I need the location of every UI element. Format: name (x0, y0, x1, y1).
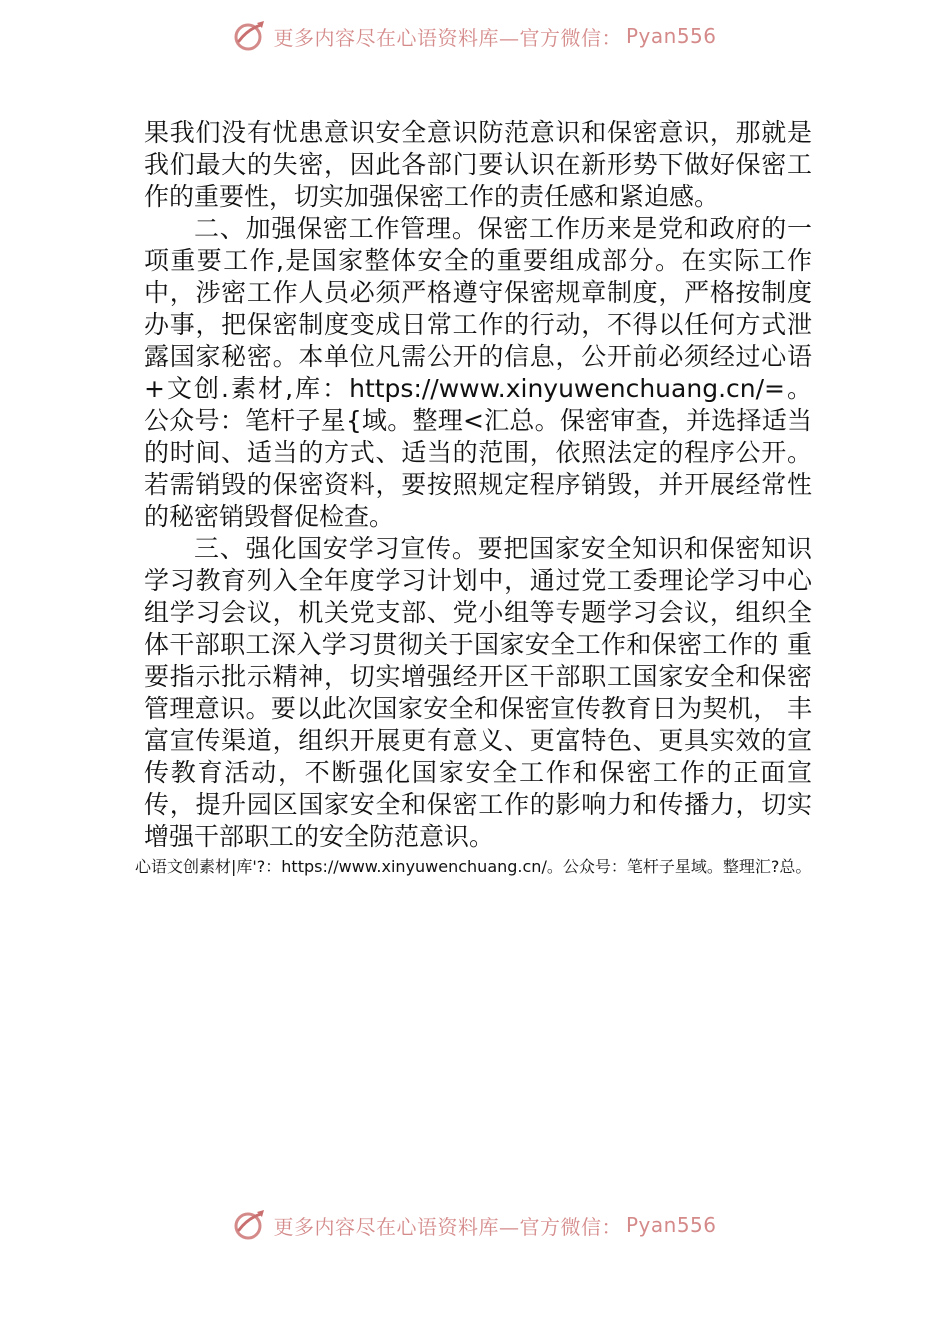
header-watermark (0, 16, 950, 56)
paragraph-2: 二、加强保密工作管理。保密工作历来是党和政府的一项重要工作,是国家整体安全的重要组成部分。在实际工作中，涉密工作人员必须严格遵守保密规章制度，严格按制度办事，把保密制度变成日常工作的行动，不得以任何方式泄露国家秘密。本单位凡需公开的信息，公开前必须经过心语+文创.素材,库：https://www.xinyuwenchuang.cn/=。公众号：笔杆子星{域。整理<汇总。保密审查，并选择适当的时间、适当的方式、适当的范围，依照法定的程序公开。若需销毁的保密资料，要按照规定程序销毁，并开展经常性的秘密销毁督促检查。 (144, 214, 812, 531)
pen-swirl-logo-icon (233, 19, 267, 53)
watermark-text: 更多内容尽在心语资料库—官方微信： (273, 1214, 622, 1239)
document-body (144, 117, 812, 853)
watermark-text: 更多内容尽在心语资料库—官方微信： (273, 25, 622, 50)
paragraph-1: 果我们没有忧患意识安全意识防范意识和保密意识，那就是我们最大的失密，因此各部门要认识在新形势下做好保密工作的重要性，切实加强保密工作的责任感和紧迫感。 (144, 118, 812, 211)
watermark-wechat-id: Pyan556 (625, 1213, 717, 1237)
paragraph-3: 三、强化国安学习宣传。要把国家安全知识和保密知识学习教育列入全年度学习计划中，通过党工委理论学习中心组学习会议，机关党支部、党小组等专题学习会议，组织全体干部职工深入学习贯彻关于国家安全工作和保密工作的 重要指示批示精神，切实增强经开区干部职工国家安全和保密管理意识。要以此次国家安全和保密宣传教育日为契机， 丰富宣传渠道，组织开展更有意义、更富特色、更具实效的宣传教育活动，不断强化国家安全工作和保密工作的正面宣传，提升园区国家安全和保密工作的影响力和传播力，切实增强干部职工的安全防范意识。 (144, 534, 812, 851)
watermark-wechat-id: Pyan556 (625, 24, 717, 48)
source-note: 心语文创素材|库'?：https://www.xinyuwenchuang.cn/。公众号：笔杆子星域。整理汇?总。 (135, 857, 812, 876)
footer-watermark (0, 1205, 950, 1245)
pen-swirl-logo-icon (233, 1208, 267, 1242)
